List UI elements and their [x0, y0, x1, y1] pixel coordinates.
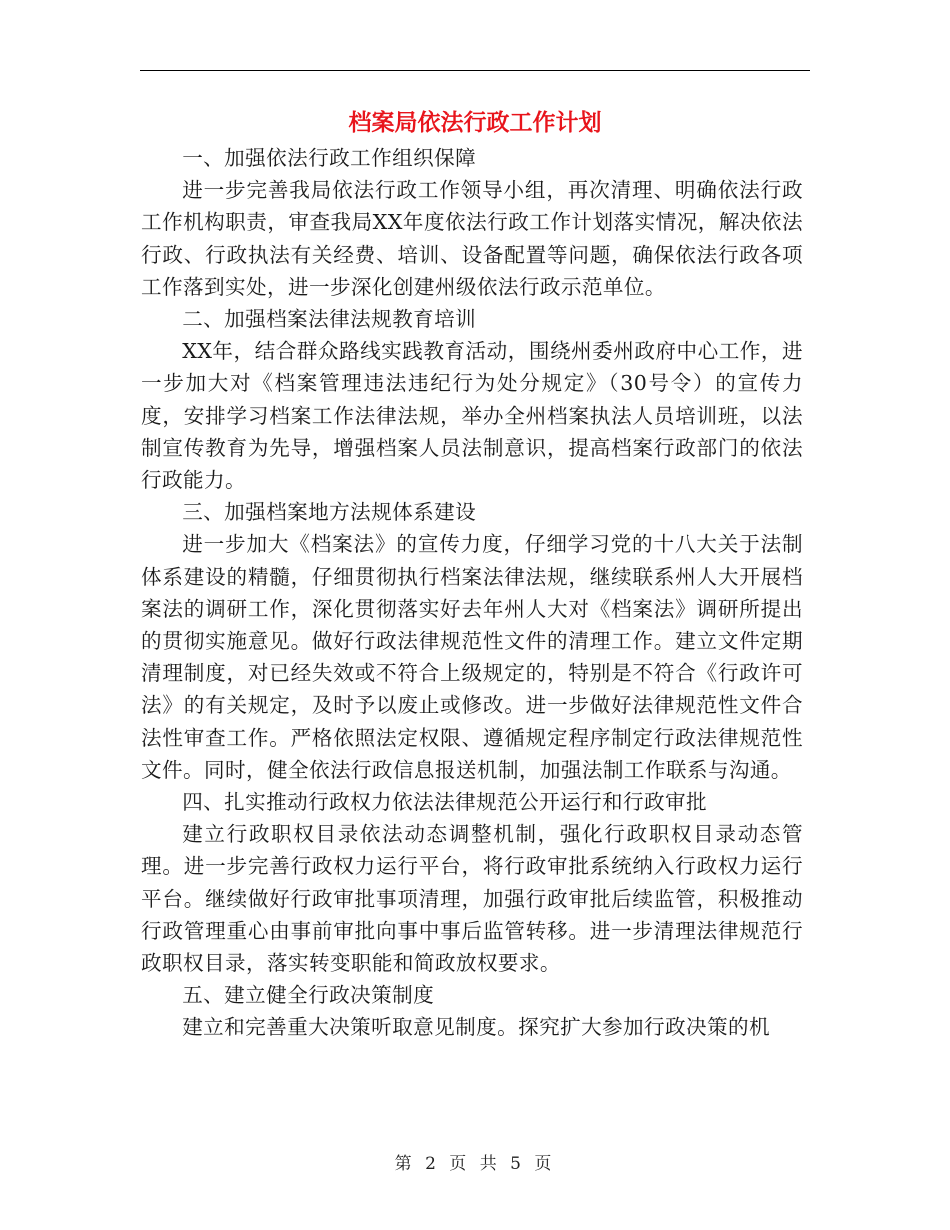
section-paragraph-4: 建立行政职权目录依法动态调整机制，强化行政职权目录动态管理。进一步完善行政权力运行平台，将行政审批系统纳入行政权力运行平台。继续做好行政审批事项清理，加强行政审批后续监管，积极推动行政管理重心由事前审批向事中事后监管转移。进一步清理法律规范行政职权目录，落实转变职能和简政放权要求。: [141, 822, 803, 976]
section-paragraph-5: 建立和完善重大决策听取意见制度。探究扩大参加行政决策的机: [182, 1015, 771, 1040]
section-heading-4: 四、扎实推动行政权力依法法律规范公开运行和行政审批: [182, 790, 708, 815]
section-paragraph-3: 进一步加大《档案法》的宣传力度，仔细学习党的十八大关于法制体系建设的精髓，仔细贯彻执行档案法律法规，继续联系州人大开展档案法的调研工作，深化贯彻落实好去年州人大对《档案法》调研所提出的贯彻实施意见。做好行政法律规范性文件的清理工作。建立文件定期清理制度，对已经失效或不符合上级规定的，特别是不符合《行政许可法》的有关规定，及时予以废止或修改。进一步做好法律规范性文件合法性审查工作。严格依照法定权限、遵循规定程序制定行政法律规范性文件。同时，健全依法行政信息报送机制，加强法制工作联系与沟通。: [141, 532, 803, 782]
document-body: [141, 142, 803, 1044]
section-heading-2: 二、加强档案法律法规教育培训: [182, 307, 477, 332]
document-title: 档案局依法行政工作计划: [348, 110, 602, 136]
section-heading-5: 五、建立健全行政决策制度: [182, 983, 435, 1008]
header-rule: [140, 70, 810, 71]
page-number-footer: 第 2 页 共 5 页: [394, 1154, 556, 1174]
section-heading-3: 三、加强档案地方法规体系建设: [182, 500, 477, 525]
section-paragraph-2: XX年，结合群众路线实践教育活动，围绕州委州政府中心工作，进一步加大对《档案管理违法违纪行为处分规定》（30号令）的宣传力度，安排学习档案工作法律法规，举办全州档案执法人员培训班，以法制宣传教育为先导，增强档案人员法制意识，提高档案行政部门的依法行政能力。: [141, 339, 803, 493]
section-heading-1: 一、加强依法行政工作组织保障: [182, 146, 477, 170]
section-paragraph-1: 进一步完善我局依法行政工作领导小组，再次清理、明确依法行政工作机构职责，审查我局XX年度依法行政工作计划落实情况，解决依法行政、行政执法有关经费、培训、设备配置等问题，确保依法行政各项工作落到实处，进一步深化创建州级依法行政示范单位。: [141, 178, 803, 299]
